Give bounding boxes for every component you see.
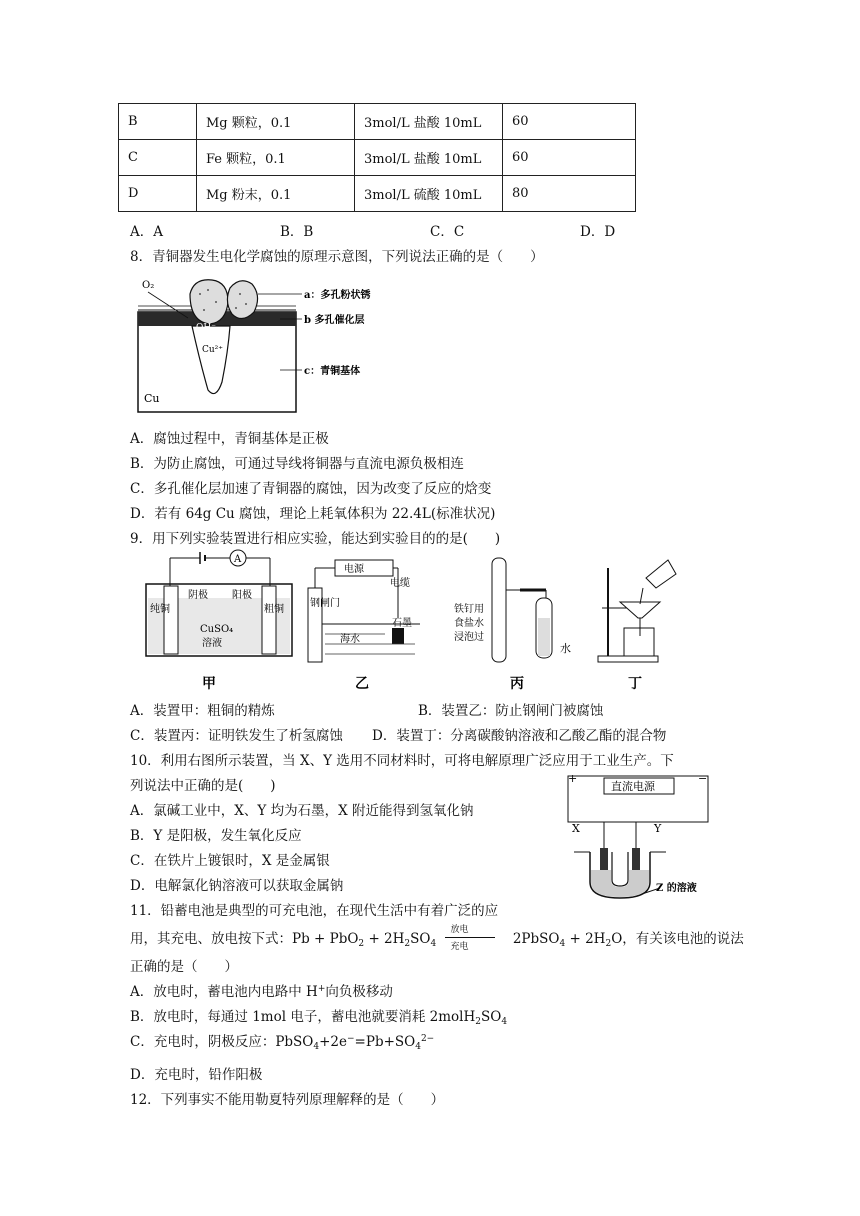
- label-b: b 多孔催化层: [304, 315, 365, 326]
- q7-option-b: B．B: [280, 224, 314, 240]
- q11-option-c-text3: =Pb+SO: [354, 1034, 416, 1050]
- q11-stem-line3: 正确的是（ ）: [130, 959, 238, 975]
- q11-option-b: B．放电时，每通过 1mol 电子，蓄电池就要消耗 $2molH_2SO_4$: [130, 1009, 508, 1027]
- q11-option-a-text1: A．放电时，蓄电池内电路中 H: [130, 984, 318, 1000]
- q10-stem-line2: 列说法中正确的是( ): [130, 778, 276, 794]
- table-cell: C: [119, 140, 197, 176]
- cathode-label: 阴极: [188, 590, 208, 601]
- crude-copper-label: 粗铜: [264, 604, 284, 615]
- table-cell: B: [119, 104, 197, 140]
- z-solution-label: Z 的溶液: [656, 883, 697, 894]
- pure-copper-label: 纯铜: [150, 604, 170, 615]
- nail-label-1: 铁钉用: [454, 604, 484, 615]
- q7-option-d: D．D: [580, 224, 616, 240]
- q11-option-c-text1: C．充电时，阴极反应：PbSO: [130, 1034, 314, 1050]
- q8-option-d: D．若有 64g Cu 腐蚀，理论上耗氧体积为 22.4L(标准状况): [130, 506, 496, 522]
- q11-option-a: A．放电时，蓄电池内电路中 H+向负极移动: [130, 984, 393, 1000]
- caption-jia: 甲: [202, 676, 216, 692]
- q11-stem-line1: 11．铅蓄电池是典型的可充电池，在现代生活中有着广泛的应: [130, 903, 499, 919]
- table-cell: D: [119, 176, 197, 212]
- q11-option-b-text: B．放电时，每通过 1mol 电子，蓄电池就要消耗 2molH: [130, 1009, 476, 1025]
- minus-sign: −: [698, 772, 708, 785]
- graphite-label: 石墨: [392, 618, 412, 629]
- water-label: 水: [560, 642, 571, 655]
- q11-stem-part-b: 2PbSO: [512, 931, 560, 947]
- q8-option-a: A．腐蚀过程中，青铜基体是正极: [130, 431, 329, 447]
- electrolysis-u-tube-diagram: [560, 770, 720, 902]
- q10-option-a: A．氯碱工业中，X、Y 均为石墨，X 附近能得到氢氧化钠: [130, 803, 474, 819]
- solution-label: 溶液: [202, 638, 222, 649]
- experiment-apparatus-figures: [140, 548, 680, 696]
- table-cell: 3mol/L 盐酸 10mL: [355, 140, 503, 176]
- q9-option-a: A．装置甲：粗铜的精炼: [130, 703, 275, 719]
- table-cell: Mg 粉末，0.1: [197, 176, 355, 212]
- q8-stem: 8．青铜器发生电化学腐蚀的原理示意图，下列说法正确的是（ ）: [130, 249, 544, 265]
- anode-label: 阳极: [232, 590, 252, 601]
- apparatus-bing: [454, 558, 571, 692]
- caption-ding: 丁: [628, 676, 642, 692]
- table-row: [119, 104, 636, 140]
- cu-label: Cu: [144, 392, 160, 405]
- reaction-table: [118, 103, 636, 212]
- x-label: X: [572, 822, 580, 835]
- sea-label: 海水: [340, 634, 360, 645]
- o2-label: O₂: [142, 280, 155, 291]
- cu2-label: Cu²⁺: [202, 345, 224, 355]
- ammeter-label: A: [234, 554, 242, 565]
- nail-label-3: 浸泡过: [454, 632, 484, 643]
- caption-yi: 乙: [355, 676, 369, 692]
- q8-option-b: B．为防止腐蚀，可通过导线将铜器与直流电源负极相连: [130, 456, 464, 472]
- q8-option-c: C．多孔催化层加速了青铜器的腐蚀，因为改变了反应的焓变: [130, 481, 492, 497]
- table-row: [119, 140, 636, 176]
- q11-stem-part-a: 用，其充电、放电按下式：Pb + PbO: [130, 931, 359, 947]
- apparatus-ding: [598, 560, 676, 692]
- caption-bing: 丙: [510, 676, 524, 692]
- nail-label-2: 食盐水: [454, 618, 484, 629]
- q9-option-d: D．装置丁：分离碳酸钠溶液和乙酸乙酯的混合物: [372, 728, 667, 744]
- apparatus-jia: [146, 550, 292, 692]
- q10-option-d: D．电解氯化钠溶液可以获取金属钠: [130, 878, 344, 894]
- cuso4-label: CuSO₄: [200, 624, 234, 635]
- oh-label: OH⁻: [196, 323, 216, 333]
- y-label: Y: [654, 822, 662, 835]
- dc-power-label: 直流电源: [611, 780, 655, 793]
- table-cell: Mg 颗粒，0.1: [197, 104, 355, 140]
- q11-stem-part-c: ，有关该电池的说法: [622, 931, 744, 947]
- table-cell: 3mol/L 盐酸 10mL: [355, 104, 503, 140]
- table-cell: Fe 颗粒，0.1: [197, 140, 355, 176]
- charge-label: 充电: [450, 941, 469, 952]
- q10-option-c: C．在铁片上镀银时，X 是金属银: [130, 853, 330, 869]
- q10-stem-line1: 10．利用右图所示装置，当 X、Y 选用不同材料时，可将电解原理广泛应用于工业生产。下: [130, 753, 674, 769]
- table-cell: 60: [503, 104, 636, 140]
- cable-label: 电缆: [390, 578, 410, 589]
- plus-sign: +: [568, 772, 578, 785]
- q11-stem-line2: 用，其充电、放电按下式：$Pb + PbO_2 + 2H_2SO_4$ 放电 充电 2PbSO$_4$ + $2H_2O$，有关该电池的说法: [130, 927, 744, 952]
- table-cell: 80: [503, 176, 636, 212]
- apparatus-yi: [308, 560, 420, 692]
- q11-option-a-text2: 向负极移动: [325, 984, 393, 1000]
- bronze-corrosion-diagram: [130, 272, 400, 417]
- table-row: [119, 176, 636, 212]
- label-a: a：多孔粉状锈: [304, 290, 371, 301]
- q11-option-d: D．充电时，铅作阳极: [130, 1067, 263, 1083]
- table-cell: 60: [503, 140, 636, 176]
- discharge-label: 放电: [450, 924, 469, 935]
- q9-option-b: B．装置乙：防止钢闸门被腐蚀: [418, 703, 604, 719]
- q10-option-b: B．Y 是阳极，发生氧化反应: [130, 828, 302, 844]
- gate-label: 钢闸门: [310, 598, 340, 609]
- q9-option-c: C．装置丙：证明铁发生了析氢腐蚀: [130, 728, 343, 744]
- power-label-yi: 电源: [344, 564, 364, 575]
- q12-stem: 12．下列事实不能用勒夏特列原理解释的是（ ）: [130, 1092, 445, 1108]
- q7-option-a: A．A: [130, 224, 163, 240]
- q11-option-c-text2: +2e: [319, 1034, 347, 1050]
- q11-option-c: C．充电时，阴极反应：$PbSO_4+2e^-=Pb+SO_4^{2-}$: [130, 1034, 435, 1052]
- q7-option-c: C．C: [430, 224, 465, 240]
- table-cell: 3mol/L 硫酸 10mL: [355, 176, 503, 212]
- reversible-arrow: [441, 924, 509, 952]
- label-c: c：青铜基体: [304, 366, 361, 377]
- q9-stem: 9．用下列实验装置进行相应实验，能达到实验目的的是( ): [130, 531, 501, 547]
